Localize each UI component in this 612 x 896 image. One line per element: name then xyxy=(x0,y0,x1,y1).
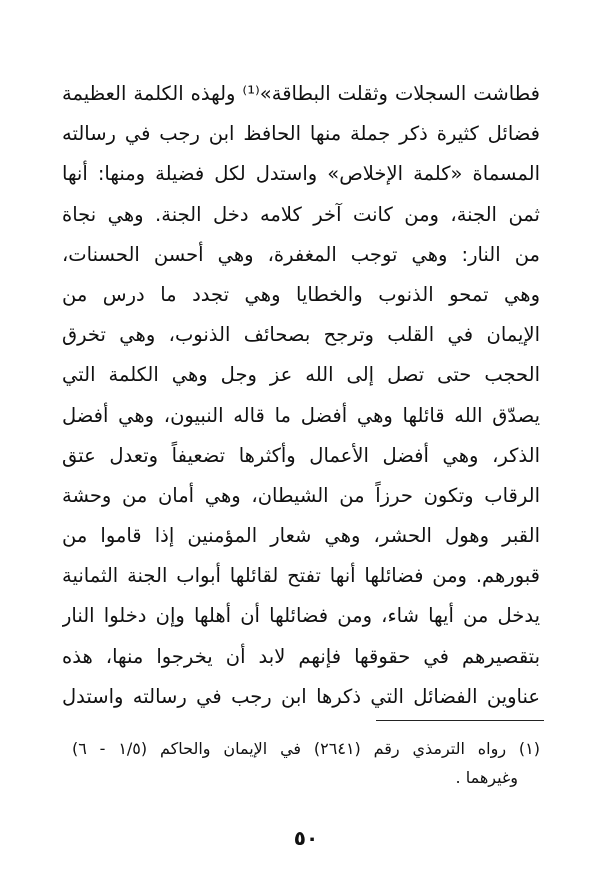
text-line: الرقاب وتكون حرزاً من الشيطان، وهي أمان من وحشة xyxy=(62,483,540,507)
text-line: وهي تمحو الذنوب والخطايا وهي تجدد ما درس من xyxy=(62,282,540,306)
text-line: القبر وهول الحشر، وهي شعار المؤمنين إذا قاموا من xyxy=(62,524,540,548)
text-line: بتقصيرهم في حقوقها فإنهم لابد أن يخرجوا منها، هذه xyxy=(62,644,540,668)
text-line: قبورهم. ومن فضائلها أنها تفتح لقائلها أبواب الجنة الثمانية xyxy=(62,564,540,588)
text-line: فطاشت السجلات وثقلت البطاقة»⁽¹⁾ ولهذه الكلمة العظيمة xyxy=(62,82,540,105)
text-line: ثمن الجنة، ومن كانت آخر كلامه دخل الجنة. وهي نجاة xyxy=(62,202,540,226)
footnote-line: وغيرهما . xyxy=(455,768,518,787)
text-line: يدخل من أيها شاء، ومن فضائلها أن أهلها وإن دخلوا النار xyxy=(62,604,540,628)
body-text xyxy=(62,74,540,717)
text-line: عناوين الفضائل التي ذكرها ابن رجب في رسالته واستدل xyxy=(62,684,540,708)
page-number: ٥٠ xyxy=(293,826,319,850)
text-line: من النار: وهي توجب المغفرة، وهي أحسن الحسنات، xyxy=(62,242,540,266)
text-line: الإيمان في القلب وترجح بصحائف الذنوب، وهي تخرق xyxy=(62,323,540,347)
text-line: المسماة «كلمة الإخلاص» واستدل لكل فضيلة ومنها: أنها xyxy=(62,162,540,186)
text-line: فضائل كثيرة ذكر جملة منها الحافظ ابن رجب في رسالته xyxy=(62,122,540,146)
text-line: الذكر، وهي أفضل الأعمال وأكثرها تضعيفاً وتعدل عتق xyxy=(62,443,540,467)
footnote xyxy=(72,734,540,792)
text-line: الحجب حتى تصل إلى الله عز وجل وهي الكلمة التي xyxy=(62,363,540,387)
text-line: يصدّق الله قائلها وهي أفضل ما قاله النبيون، وهي أفضل xyxy=(62,403,540,427)
footnote-line: (١) رواه الترمذي رقم (٢٦٤١) في الإيمان والحاكم (١/٥ - ٦) xyxy=(72,739,540,758)
footnote-separator xyxy=(376,720,544,721)
